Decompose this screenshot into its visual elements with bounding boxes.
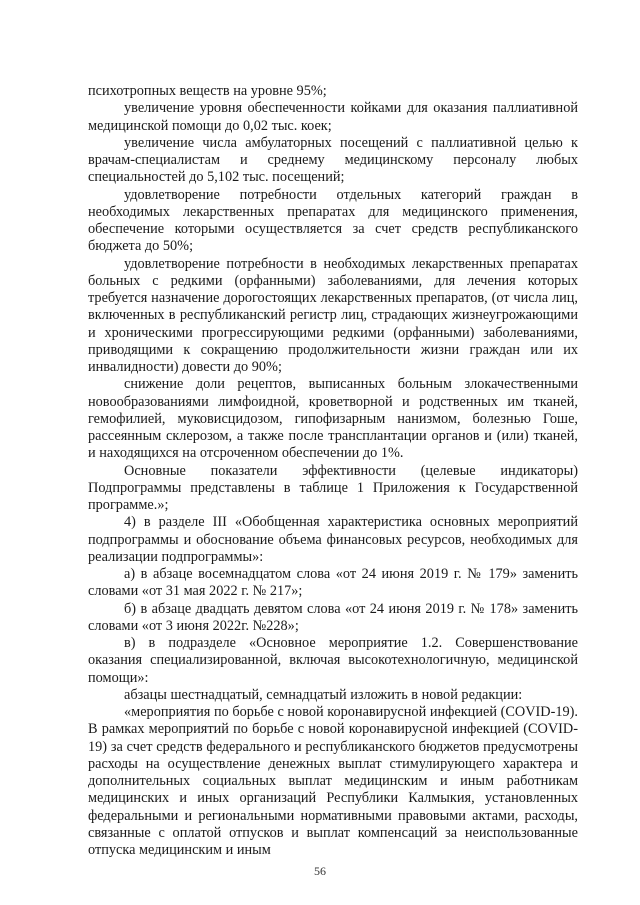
paragraph: увеличение уровня обеспеченности койками для оказания паллиативной медицинской помощи до 0,02 тыс. коек; (88, 100, 578, 134)
paragraph: 4) в разделе III «Обобщенная характеристика основных мероприятий подпрограммы и обоснование объема финансовых ресурсов, необходимых для реализации подпрограммы»: (88, 514, 578, 565)
paragraph: б) в абзаце двадцать девятом слова «от 24 июня 2019 г. № 178» заменить словами «от 3 июня 2022г. №228»; (88, 600, 578, 634)
paragraph: а) в абзаце восемнадцатом слова «от 24 июня 2019 г. № 179» заменить словами «от 31 мая 2022 г. № 217»; (88, 566, 578, 600)
paragraph: снижение доли рецептов, выписанных больным злокачественными новообразованиями лимфоидной, кроветворной и родственных им тканей, гемофилией, муковисцидозом, гипофизарным нанизмом, болезнью Гоше, рассеянным склерозом, а также после трансплантации органов и (или) тканей, и находящихся на отсроченном обеспечении до 1%. (88, 376, 578, 462)
paragraph: психотропных веществ на уровне 95%; (88, 83, 327, 99)
paragraph: увеличение числа амбулаторных посещений с паллиативной целью к врачам-специалистам и среднему медицинскому персоналу любых специальностей до 5,102 тыс. посещений; (88, 134, 578, 186)
paragraph: абзацы шестнадцатый, семнадцатый изложить в новой редакции: (124, 686, 523, 703)
page-number: 56 (314, 864, 326, 878)
paragraph: удовлетворение потребности отдельных категорий граждан в необходимых лекарственных препаратах для медицинского применения, обеспечение которыми осуществляется за счет средств республиканского бюджета до 50%; (88, 186, 578, 255)
paragraph: Основные показатели эффективности (целевые индикаторы) Подпрограммы представлены в таблице 1 Приложения к Государственной программе.»; (88, 462, 578, 513)
paragraph: «мероприятия по борьбе с новой коронавирусной инфекцией (COVID-19). В рамках мероприятий по борьбе с новой коронавирусной инфекцией (COVID-19) за счет средств федерального и республиканского бюджетов предусмотрены расходы на осуществление денежных выплат стимулирующего характера и дополнительных социальных выплат медицинским и иным работникам медицинских и иных организаций Республики Калмыкия, установленных федеральными и региональными нормативными правовыми актами, расходы, связанные с оплатой отпусков и выплат компенсаций за неиспользованные отпуска медицинским и иным (88, 704, 578, 858)
paragraph: в) в подразделе «Основное мероприятие 1.2. Совершенствование оказания специализированной, включая высокотехнологичную, медицинской помощи»: (88, 635, 578, 686)
paragraph: удовлетворение потребности в необходимых лекарственных препаратах больных с редкими (орфанными) заболеваниями, для лечения которых требуется назначение дорогостоящих лекарственных препаратов, (от числа лиц, включенных в республиканский регистр лиц, страдающих жизнеугрожающими и хроническими прогрессирующими редкими (орфанными) заболеваниями, приводящими к сокращению продолжительности жизни граждан или их инвалидности) довести до 90%; (88, 255, 578, 375)
